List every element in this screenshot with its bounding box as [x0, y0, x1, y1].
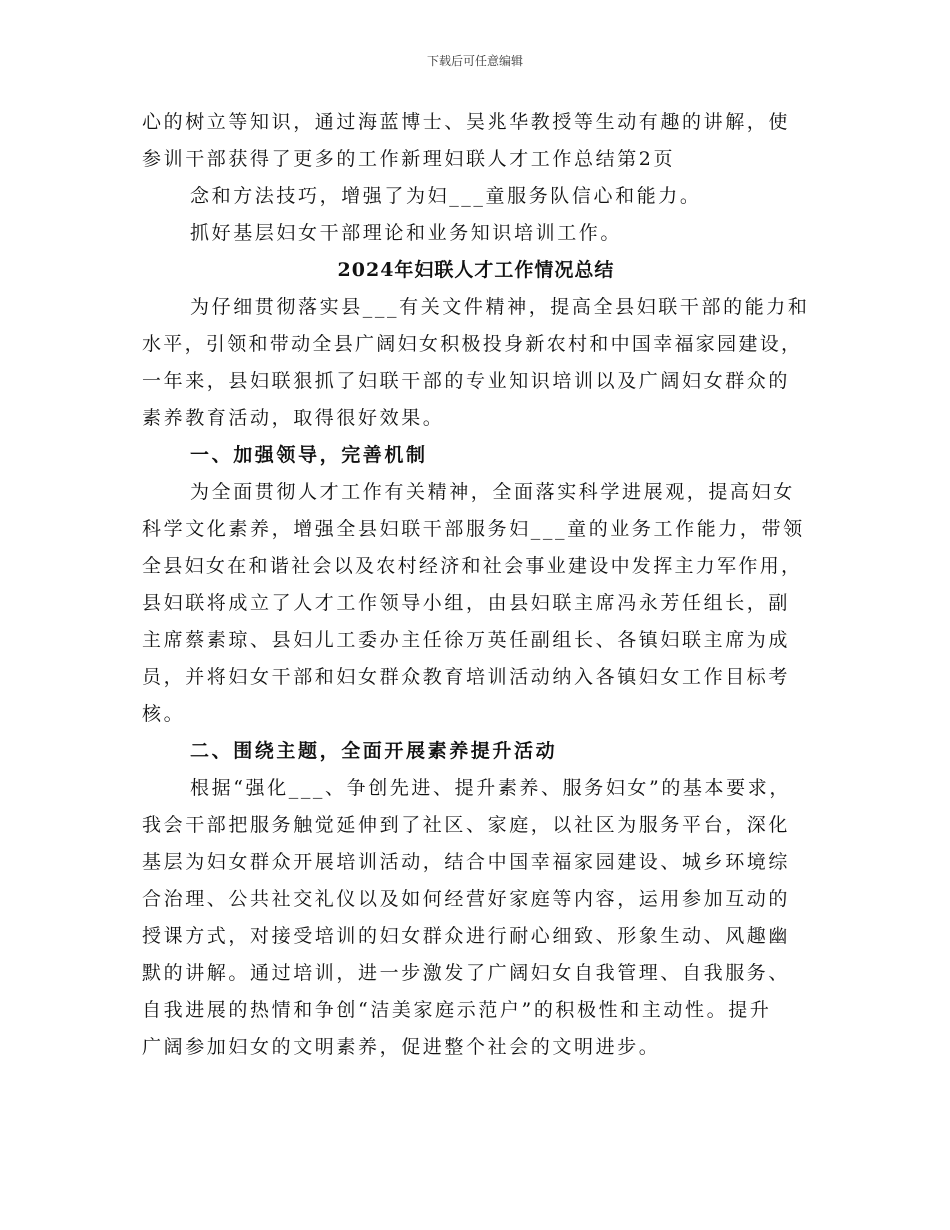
title-text: 2024年妇联人才工作情况总结 — [337, 259, 615, 281]
document-body — [142, 104, 810, 1066]
text-line: 根据“强化___、争创先进、提升素养、服务妇女”的基本要求， — [190, 777, 791, 799]
text-line: 素养教育活动，取得很好效果。 — [142, 407, 445, 429]
text-line: 为仔细贯彻落实县___有关文件精神，提高全县妇联干部的能力和 — [190, 296, 810, 318]
text-line: 县妇联将成立了人才工作领导小组，由县妇联主席冯永芳任组长，副 — [142, 592, 791, 614]
text-line: 授课方式，对接受培训的妇女群众进行耐心细致、形象生动、风趣幽 — [142, 925, 791, 947]
text-line: 自我进展的热情和争创“洁美家庭示范户”的积极性和主动性。提升 — [142, 999, 772, 1021]
text-line: 广阔参加妇女的文明素养，促进整个社会的文明进步。 — [142, 1036, 661, 1058]
section-heading-1 — [142, 437, 810, 474]
text-line: 水平，引领和带动全县广阔妇女积极投身新农村和中国幸福家园建设， — [142, 333, 803, 355]
text-line: 基层为妇女群众开展培训活动，结合中国幸福家园建设、城乡环境综 — [142, 851, 791, 873]
page-header: 下载后可任意编辑 — [426, 54, 523, 68]
intro-paragraph — [142, 289, 810, 437]
text-line: 参训干部获得了更多的工作新理妇联人才工作总结第2页 — [142, 148, 676, 170]
text-line: 念和方法技巧，增强了为妇___童服务队信心和能力。 — [190, 185, 702, 207]
training-paragraph — [142, 215, 810, 252]
text-line: 为全面贯彻人才工作有关精神，全面落实科学进展观，提高妇女 — [190, 481, 795, 503]
text-line: 合治理、公共社交礼仪以及如何经营好家庭等内容，运用参加互动的 — [142, 888, 791, 910]
text-line: 主席蔡素琼、县妇儿工委办主任徐万英任副组长、各镇妇联主席为成 — [142, 629, 791, 651]
text-line: 我会干部把服务触觉延伸到了社区、家庭，以社区为服务平台，深化 — [142, 814, 791, 836]
text-line: 全县妇女在和谐社会以及农村经济和社会事业建设中发挥主力军作用， — [142, 555, 803, 577]
text-line: 抓好基层妇女干部理论和业务知识培训工作。 — [190, 222, 623, 244]
section-heading-2 — [142, 733, 810, 770]
heading-text: 一、加强领导，完善机制 — [190, 444, 428, 466]
continued-paragraph — [142, 104, 810, 178]
text-line: 心的树立等知识，通过海蓝博士、吴兆华教授等生动有趣的讲解，使 — [142, 111, 791, 133]
section-2-paragraph — [142, 770, 810, 1066]
text-line: 科学文化素养，增强全县妇联干部服务妇___童的业务工作能力，带领 — [142, 518, 805, 540]
section-1-paragraph — [142, 474, 810, 733]
skills-paragraph — [142, 178, 810, 215]
text-line: 默的讲解。通过培训，进一步激发了广阔妇女自我管理、自我服务、 — [142, 962, 791, 984]
text-line: 核。 — [142, 703, 186, 725]
text-line: 员，并将妇女干部和妇女群众教育培训活动纳入各镇妇女工作目标考 — [142, 666, 791, 688]
text-line: 一年来，县妇联狠抓了妇联干部的专业知识培训以及广阔妇女群众的 — [142, 370, 791, 392]
heading-text: 二、围绕主题，全面开展素养提升活动 — [190, 740, 558, 762]
document-title — [142, 252, 810, 289]
